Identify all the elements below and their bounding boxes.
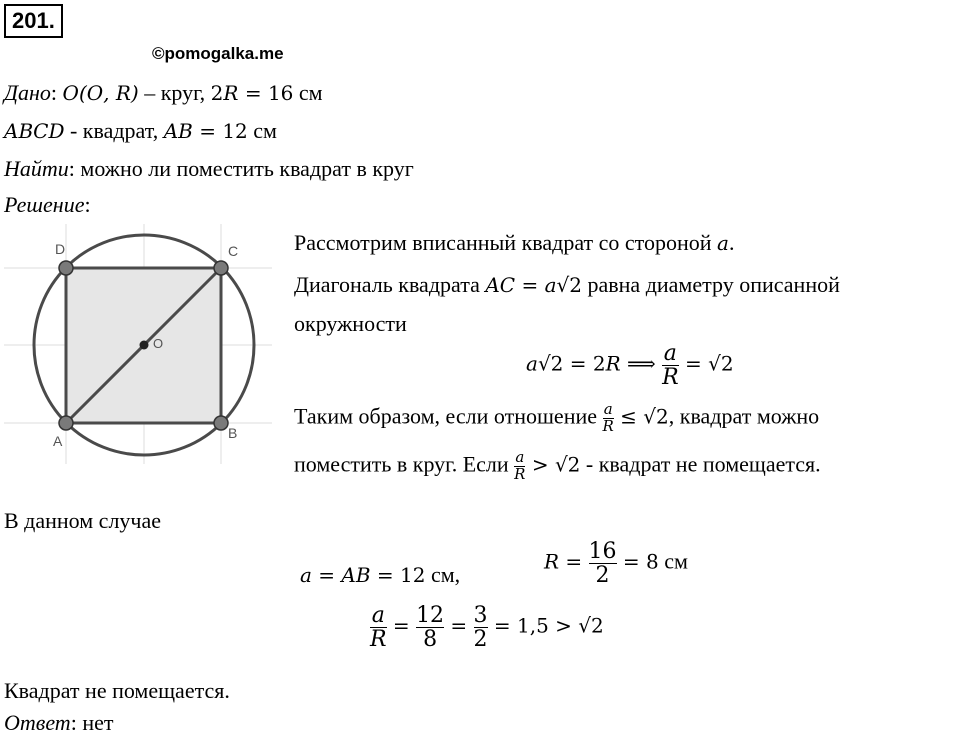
answer-label: Ответ (4, 710, 71, 735)
point-a (59, 416, 73, 430)
solution-line: Решение: (4, 192, 91, 217)
find-line: Найти: можно ли поместить квадрат в круг (4, 156, 414, 181)
given-label: Дано (4, 80, 51, 105)
explain-line-3: окружности (294, 311, 407, 336)
answer-line: Ответ: нет (4, 710, 114, 735)
explain-line-2: Диагональ квадрата 𝐴𝐶 = 𝑎√2 равна диаметру описанной (294, 272, 840, 297)
given-line-square: 𝐴𝐵𝐶𝐷 - квадрат, 𝐴𝐵 = 12 см (4, 118, 277, 143)
label-o: O (153, 336, 164, 351)
point-b (214, 416, 228, 430)
solution-label: Решение (4, 192, 85, 217)
explain-line-5: поместить в круг. Если $\frac{\text{𝑎}}{\text{𝑅}}$ > √2 - квадрат не помещается. (294, 448, 821, 483)
label-a: A (53, 433, 63, 449)
geometry-figure (4, 224, 272, 464)
problem-number: 201. (4, 4, 63, 38)
case-label: В данном случае (4, 508, 162, 533)
watermark: ©pomogalka.me (152, 44, 284, 63)
find-text: можно ли поместить квадрат в круг (80, 156, 414, 181)
case-eq-3: $\frac{\text{𝑎}}{\text{𝑅}}$ = $\frac{12}{8}$ = $\frac{3}{2}$ = 1,5 > √2 (370, 603, 604, 653)
label-c: C (228, 243, 239, 259)
label-d: D (55, 241, 66, 257)
point-d (59, 261, 73, 275)
case-eq-1: 𝑎 = 𝐴𝐵 = 12 см, (300, 562, 461, 587)
conclusion: Квадрат не помещается. (4, 678, 230, 703)
explain-line-1: Рассмотрим вписанный квадрат со стороной 𝑎. (294, 230, 735, 255)
explain-line-4: Таким образом, если отношение $\frac{\text{𝑎}}{\text{𝑅}}$ ≤ √2, квадрат можно (294, 400, 820, 435)
point-c (214, 261, 228, 275)
label-b: B (228, 425, 238, 441)
given-line-circle: Дано: 𝑂(𝑂, 𝑅) – круг, 2𝑅 = 16 см (4, 80, 323, 105)
answer-text: нет (82, 710, 114, 735)
case-eq-2: 𝑅 = $\frac{16}{2}$ = 8 см (544, 539, 688, 589)
explain-equation: 𝑎√2 = 2𝑅 ⟹ $\frac{\text{𝑎}}{\text{𝑅}}$ = √2 (526, 341, 734, 391)
find-label: Найти (4, 156, 69, 181)
point-o (140, 341, 149, 350)
